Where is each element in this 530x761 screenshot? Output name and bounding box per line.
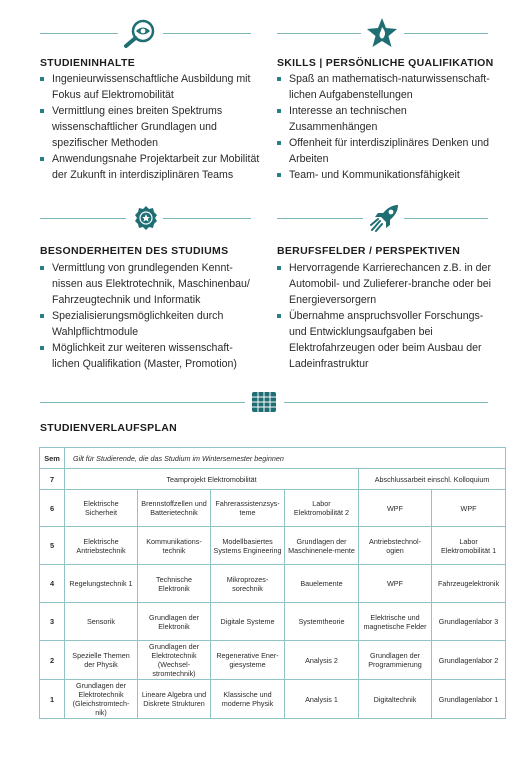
table-cell: Lineare Algebra und Diskrete Strukturen [138,680,211,719]
besonderheiten-list [40,260,260,372]
sem-number: 2 [40,641,65,680]
divider-plan-a [40,402,245,403]
table-cell: Kommunikations-technik [138,527,211,565]
studieninhalte-list [40,71,262,183]
sem-number: 4 [40,565,65,603]
divider-top-left-b [163,33,251,34]
table-cell: Teamprojekt Elektromobilität [65,469,359,490]
sem-number: 5 [40,527,65,565]
table-cell: Grundlagenlabor 3 [432,603,506,641]
table-row [40,680,506,719]
divider-mid-left-a [40,218,126,219]
table-cell: Analysis 1 [285,680,359,719]
table-cell: Grundlagenlabor 1 [432,680,506,719]
table-cell: Spezielle Themen der Physik [65,641,138,680]
table-row [40,641,506,680]
table-cell: Bauelemente [285,565,359,603]
studieninhalte-heading: STUDIENINHALTE [40,57,136,69]
table-cell: Fahrzeugelektronik [432,565,506,603]
table-cell: Grundlagenlabor 2 [432,641,506,680]
table-cell: Mikroprozes-sorechnik [211,565,285,603]
star-flame-icon [366,17,398,49]
table-cell: Elektrische und magnetische Felder [359,603,432,641]
table-row [40,448,506,469]
sem-header: Sem [40,448,65,469]
table-cell: Technische Elektronik [138,565,211,603]
list-item: Spaß an mathematisch-naturwissenschaft-lichen Aufgabenstellungen [277,71,497,103]
list-item: Möglichkeit zur weiteren wissenschaft-lichen Qualifikation (Master, Promotion) [40,340,260,372]
table-cell: Analysis 2 [285,641,359,680]
studienverlaufsplan-table [39,447,506,719]
list-item: Vermittlung von grundlegenden Kennt-nissen aus Elektrotechnik, Maschinenbau/ Fahrzeugtechnik und Informatik [40,260,260,308]
table-cell: Labor Elektromobilität 1 [432,527,506,565]
table-cell: Brennstoffzellen und Batterietechnik [138,490,211,527]
list-item: Ingenieurwissenschaftliche Ausbildung mit Fokus auf Elektromobilität [40,71,262,103]
table-cell: WPF [432,490,506,527]
list-item: Interesse an technischen Zusammenhängen [277,103,497,135]
rocket-icon [369,203,401,233]
sem-number: 1 [40,680,65,719]
table-cell: Elektrische Sicherheit [65,490,138,527]
list-item: Offenheit für interdisziplinäres Denken und Arbeiten [277,135,497,167]
plan-note: Gilt für Studierende, die das Studium im Wintersemester beginnen [65,448,506,469]
table-cell: Regenerative Ener-giesysteme [211,641,285,680]
table-cell: Grundlagen der Maschinenele-mente [285,527,359,565]
table-cell: Abschlussarbeit einschl. Kolloquium [359,469,506,490]
table-cell: Regelungstechnik 1 [65,565,138,603]
table-cell: WPF [359,565,432,603]
berufsfelder-list [277,260,492,372]
table-cell: Labor Elektromobilität 2 [285,490,359,527]
berufsfelder-heading: BERUFSFELDER / PERSPEKTIVEN [277,245,461,257]
list-item: Anwendungsnahe Projektarbeit zur Mobilität der Zukunft in interdisziplinären Teams [40,151,262,183]
table-row [40,527,506,565]
list-item: Übernahme anspruchsvoller Forschungs- und Entwicklungsaufgaben bei Elektrofahrzeugen oder beim Ausbau der Ladeinfrastruktur [277,308,492,372]
table-cell: Fahrerassistenzsys-teme [211,490,285,527]
table-cell: Grundlagen der Elektrotechnik (Wechsel-stromtechnik) [138,641,211,680]
skills-heading: SKILLS | PERSÖNLICHE QUALIFIKATION [277,57,494,69]
table-row [40,490,506,527]
divider-plan-b [284,402,488,403]
table-cell: Elektrische Antriebstechnik [65,527,138,565]
sem-number: 6 [40,490,65,527]
table-cell: Sensorik [65,603,138,641]
sem-number: 7 [40,469,65,490]
table-row [40,603,506,641]
magnifier-eye-icon [122,18,158,48]
table-cell: WPF [359,490,432,527]
divider-mid-right-a [277,218,363,219]
list-item: Team- und Kommunikationsfähigkeit [277,167,497,183]
sem-number: 3 [40,603,65,641]
table-cell: Modellbasiertes Systems Engineering [211,527,285,565]
besonderheiten-heading: BESONDERHEITEN DES STUDIUMS [40,245,229,257]
list-item: Spezialisierungsmöglichkeiten durch Wahlpflichtmodule [40,308,260,340]
award-rosette-icon [134,205,158,231]
list-item: Vermittlung eines breiten Spektrums wissenschaftlicher Grundlagen und spezifischer Methoden [40,103,262,151]
divider-mid-left-b [163,218,251,219]
table-cell: Grundlagen der Elektronik [138,603,211,641]
table-row [40,469,506,490]
divider-top-right-b [404,33,488,34]
divider-mid-right-b [404,218,488,219]
table-cell: Digitaltechnik [359,680,432,719]
table-cell: Grundlagen der Programmierung [359,641,432,680]
table-cell: Grundlagen der Elektrotechnik (Gleichstromtech-nik) [65,680,138,719]
divider-top-right-a [277,33,361,34]
plan-heading: STUDIENVERLAUFSPLAN [40,422,177,434]
skills-list [277,71,497,183]
table-cell: Antriebstechnol-ogien [359,527,432,565]
table-row [40,565,506,603]
grid-table-icon [252,392,276,412]
list-item: Hervorragende Karrierechancen z.B. in der Automobil- und Zulieferer-branche oder bei Energieversorgern [277,260,492,308]
divider-top-left-a [40,33,118,34]
table-cell: Klassische und moderne Physik [211,680,285,719]
table-cell: Digitale Systeme [211,603,285,641]
table-cell: Systemtheorie [285,603,359,641]
